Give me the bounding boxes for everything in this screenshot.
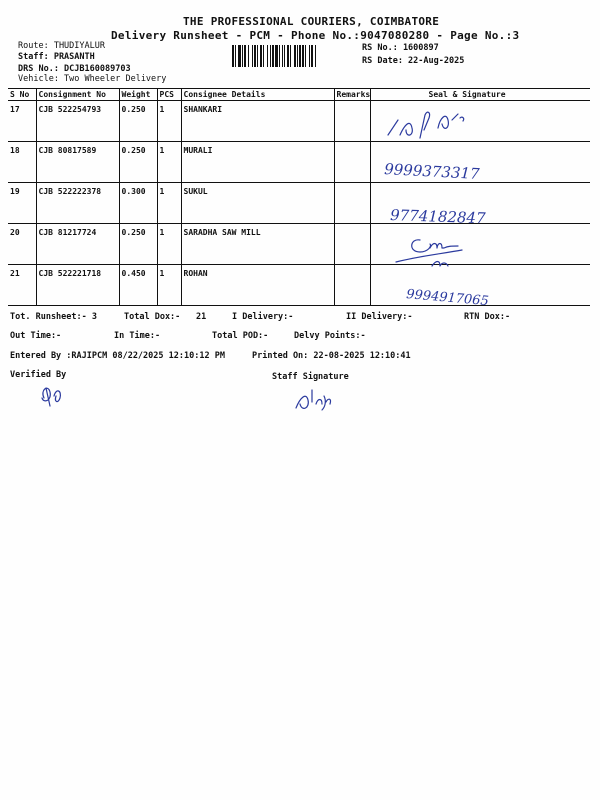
- cell-pcs: 1: [157, 183, 181, 224]
- delvy-points: Delvy Points:-: [294, 331, 366, 341]
- table-header-row: [8, 89, 590, 101]
- cell-remarks: [334, 265, 370, 306]
- printed-on: Printed On: 22-08-2025 12:10:41: [252, 351, 411, 361]
- handwritten-phone-row21: 9994917065: [405, 287, 490, 310]
- route-label: Route: THUDIYALUR: [18, 41, 105, 51]
- table-row: [8, 183, 590, 224]
- barcode: [232, 45, 356, 67]
- rs-number: RS No.: 1600897: [362, 43, 439, 53]
- staff-signature-mark: [296, 390, 331, 410]
- handwritten-phone-row18: 9999373317: [383, 160, 481, 183]
- col-header-seal-signature: Seal & Signature: [370, 89, 590, 101]
- table-row: [8, 142, 590, 183]
- total-pod: Total POD:-: [212, 331, 269, 341]
- staff-signature-label: Staff Signature: [272, 372, 349, 382]
- col-header-consignee: Consignee Details: [181, 89, 334, 101]
- cell-pcs: 1: [157, 101, 181, 142]
- cell-signature: [370, 183, 590, 224]
- cell-consignee: MURALI: [181, 142, 334, 183]
- staff-label: Staff: PRASANTH: [18, 52, 95, 62]
- cell-signature: [370, 142, 590, 183]
- cell-consignee: SARADHA SAW MILL: [181, 224, 334, 265]
- cell-consignee: SUKUL: [181, 183, 334, 224]
- drs-number: DRS No.: DCJB160089703: [18, 64, 131, 74]
- rtn-dox: RTN Dox:-: [464, 312, 511, 322]
- cell-consignment: CJB 522222378: [36, 183, 119, 224]
- cell-pcs: 1: [157, 265, 181, 306]
- col-header-pcs: PCS: [157, 89, 181, 101]
- document-title: Delivery Runsheet - PCM - Phone No.:9047080280 - Page No.:3: [111, 29, 520, 42]
- verified-by-signature: [42, 388, 60, 406]
- cell-weight: 0.300: [119, 183, 157, 224]
- cell-signature: [370, 101, 590, 142]
- cell-remarks: [334, 183, 370, 224]
- company-title: THE PROFESSIONAL COURIERS, COIMBATORE: [183, 15, 440, 28]
- cell-signature: [370, 265, 590, 306]
- cell-consignment: CJB 522221718: [36, 265, 119, 306]
- cell-signature: [370, 224, 590, 265]
- out-time: Out Time:-: [10, 331, 62, 341]
- cell-sno: 17: [8, 101, 36, 142]
- vehicle-label: Vehicle: Two Wheeler Delivery: [18, 74, 167, 84]
- cell-remarks: [334, 142, 370, 183]
- cell-pcs: 1: [157, 142, 181, 183]
- cell-remarks: [334, 101, 370, 142]
- cell-pcs: 1: [157, 224, 181, 265]
- col-header-sno: S No: [8, 89, 36, 101]
- cell-weight: 0.250: [119, 142, 157, 183]
- ii-delivery: II Delivery:-: [346, 312, 413, 322]
- table-row: [8, 224, 590, 265]
- handwritten-phone-row19: 9774182847: [389, 206, 486, 228]
- cell-sno: 18: [8, 142, 36, 183]
- cell-sno: 21: [8, 265, 36, 306]
- col-header-weight: Weight: [119, 89, 157, 101]
- cell-weight: 0.250: [119, 101, 157, 142]
- cell-weight: 0.450: [119, 265, 157, 306]
- tot-runsheet: Tot. Runsheet:- 3: [10, 312, 97, 322]
- cell-consignment: CJB 80817589: [36, 142, 119, 183]
- entered-by: Entered By :RAJIPCM 08/22/2025 12:10:12 PM: [10, 351, 225, 361]
- cell-consignment: CJB 522254793: [36, 101, 119, 142]
- table-row: [8, 101, 590, 142]
- runsheet-table: [8, 88, 590, 306]
- total-dox-value: 21: [196, 312, 207, 322]
- col-header-consignment: Consignment No: [36, 89, 119, 101]
- total-dox-label: Total Dox:-: [124, 312, 181, 322]
- col-header-remarks: Remarks: [334, 89, 370, 101]
- cell-weight: 0.250: [119, 224, 157, 265]
- in-time: In Time:-: [114, 331, 161, 341]
- cell-remarks: [334, 224, 370, 265]
- verified-by-label: Verified By: [10, 370, 67, 380]
- cell-consignee: SHANKARI: [181, 101, 334, 142]
- cell-consignment: CJB 81217724: [36, 224, 119, 265]
- cell-consignee: ROHAN: [181, 265, 334, 306]
- cell-sno: 20: [8, 224, 36, 265]
- table-row: [8, 265, 590, 306]
- rs-date: RS Date: 22-Aug-2025: [362, 56, 465, 66]
- cell-sno: 19: [8, 183, 36, 224]
- i-delivery: I Delivery:-: [232, 312, 294, 322]
